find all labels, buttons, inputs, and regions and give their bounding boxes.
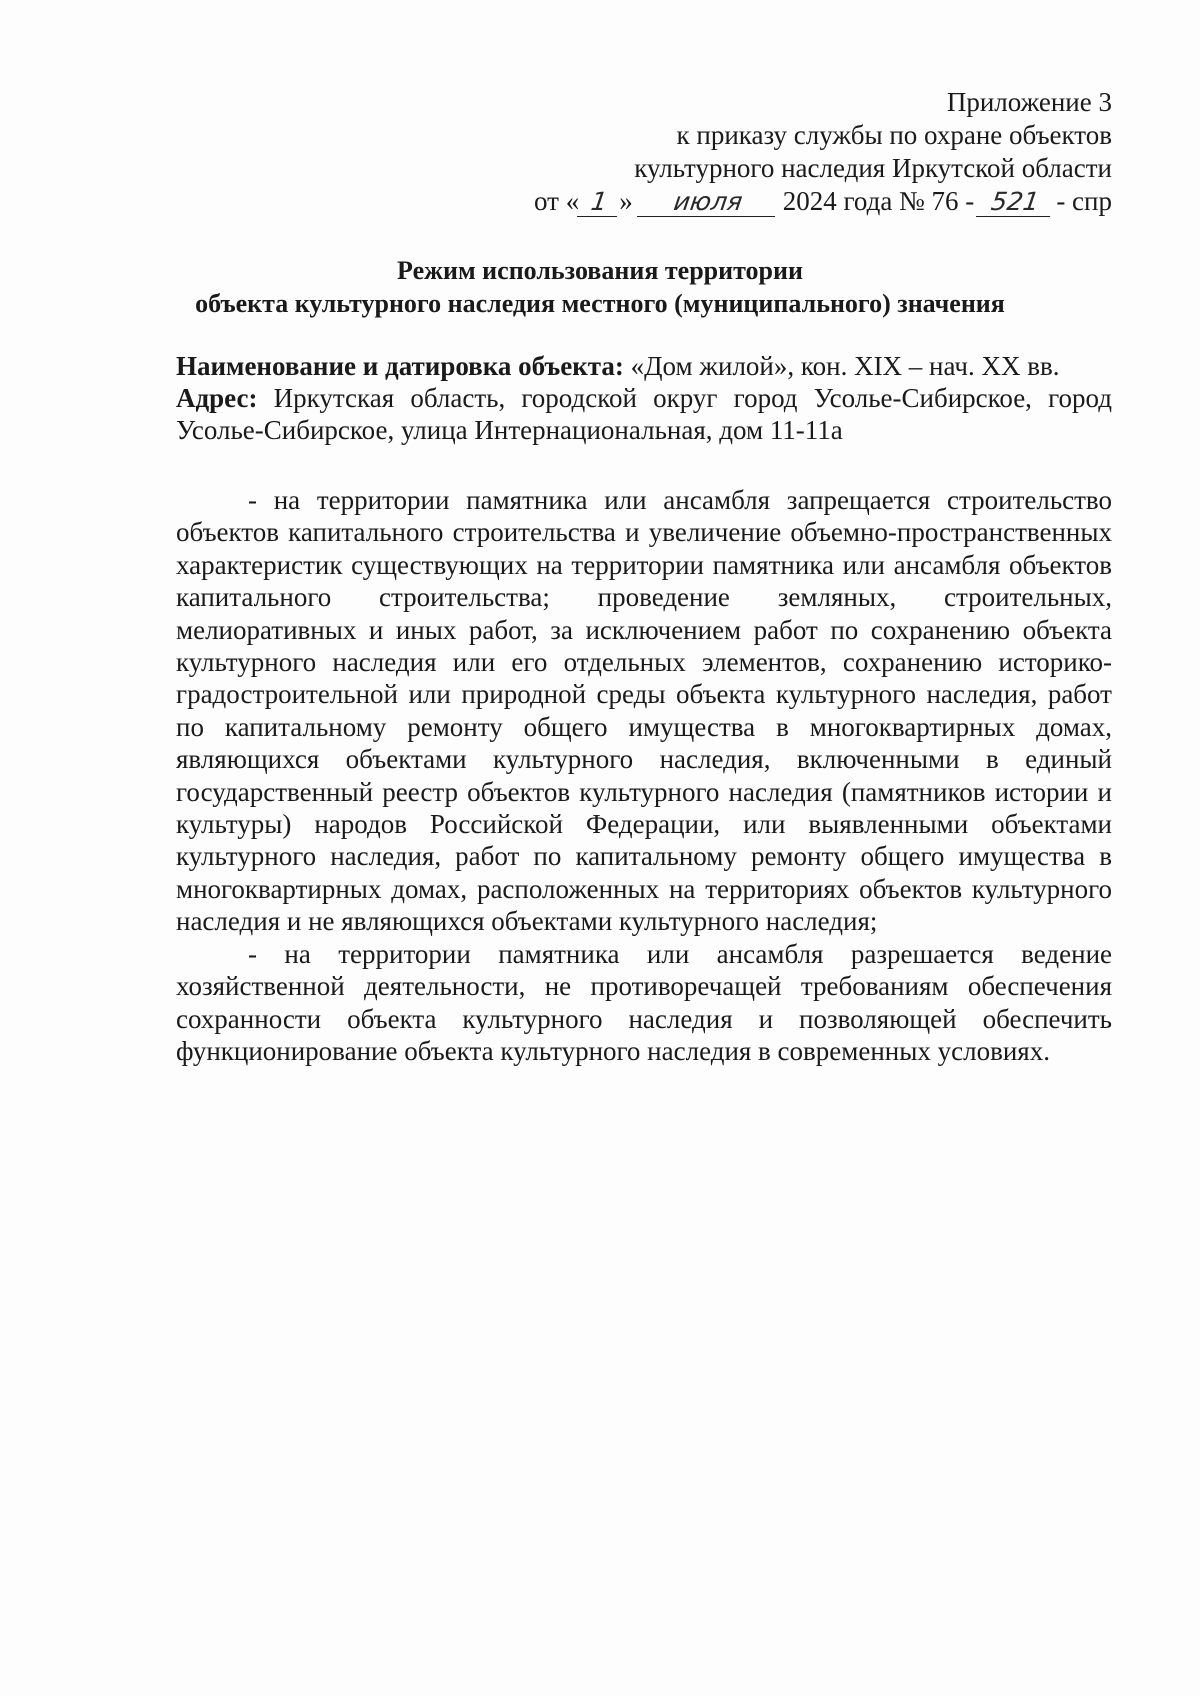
prohibition-paragraph: - на территории памятника или ансамбля запрещается строительство объектов капитального строительства и увеличение объемно-пространственных характеристик существующих на территории памятника или ансамбля объектов капитального строительства; проведение земляных, строительных, мелиоративных и иных работ, за исключением работ по сохранению объекта культурного наследия или его отдельных элементов, сохранению историко-градостроительной или природной среды объекта культурного наследия, работ по капитальному ремонту общего имущества в многоквартирных домах, являющихся объектами культурного наследия, включенными в единый государственный реестр объектов культурного наследия (памятников истории и культуры) народов Российской Федерации, или выявленными объектами культурного наследия, работ по капитальному ремонту общего имущества в многоквартирных домах, расположенных на территориях объектов культурного наследия и не являющихся объектами культурного наследия; <box>176 485 1112 937</box>
title-line-2: объекта культурного наследия местного (муниципального) значения <box>195 289 1005 318</box>
date-prefix: от « <box>534 186 580 216</box>
order-date-line <box>534 185 1112 218</box>
appendix-authority: культурного наследия Иркутской области <box>634 153 1112 183</box>
appendix-number: Приложение 3 <box>946 87 1112 117</box>
object-name-value: «Дом жилой», кон. XIX – нач. XX вв. <box>630 351 1060 381</box>
object-address-value: Иркутская область, городской округ город Усолье-Сибирское, город Усолье-Сибирское, улица Интернациональная, дом 11-11а <box>176 383 1112 445</box>
object-address-row <box>176 382 1112 446</box>
handwritten-month: июля <box>637 188 779 217</box>
appendix-header <box>534 86 1112 218</box>
object-address-label: Адрес: <box>176 383 258 413</box>
usage-regime-text <box>176 484 1112 1067</box>
document-title <box>0 254 1200 320</box>
order-year-number: 2024 года № 76 - <box>782 186 975 216</box>
permission-paragraph: - на территории памятника или ансамбля разрешается ведение хозяйственной деятельности, не противоречащей требованиям обеспечения сохранности объекта культурного наследия и позволяющей обеспечить функционирование объекта культурного наследия в современных условиях. <box>176 938 1112 1066</box>
object-name-row <box>176 350 1112 382</box>
date-mid: » <box>619 186 633 216</box>
appendix-order-ref: к приказу службы по охране объектов <box>676 120 1112 150</box>
object-name-label: Наименование и датировка объекта: <box>176 351 624 381</box>
handwritten-day: 1 <box>577 188 621 217</box>
object-details <box>176 350 1112 446</box>
title-line-1: Режим использования территории <box>397 256 803 285</box>
handwritten-order-number: 521 <box>976 188 1054 217</box>
order-suffix: - спр <box>1056 186 1112 216</box>
